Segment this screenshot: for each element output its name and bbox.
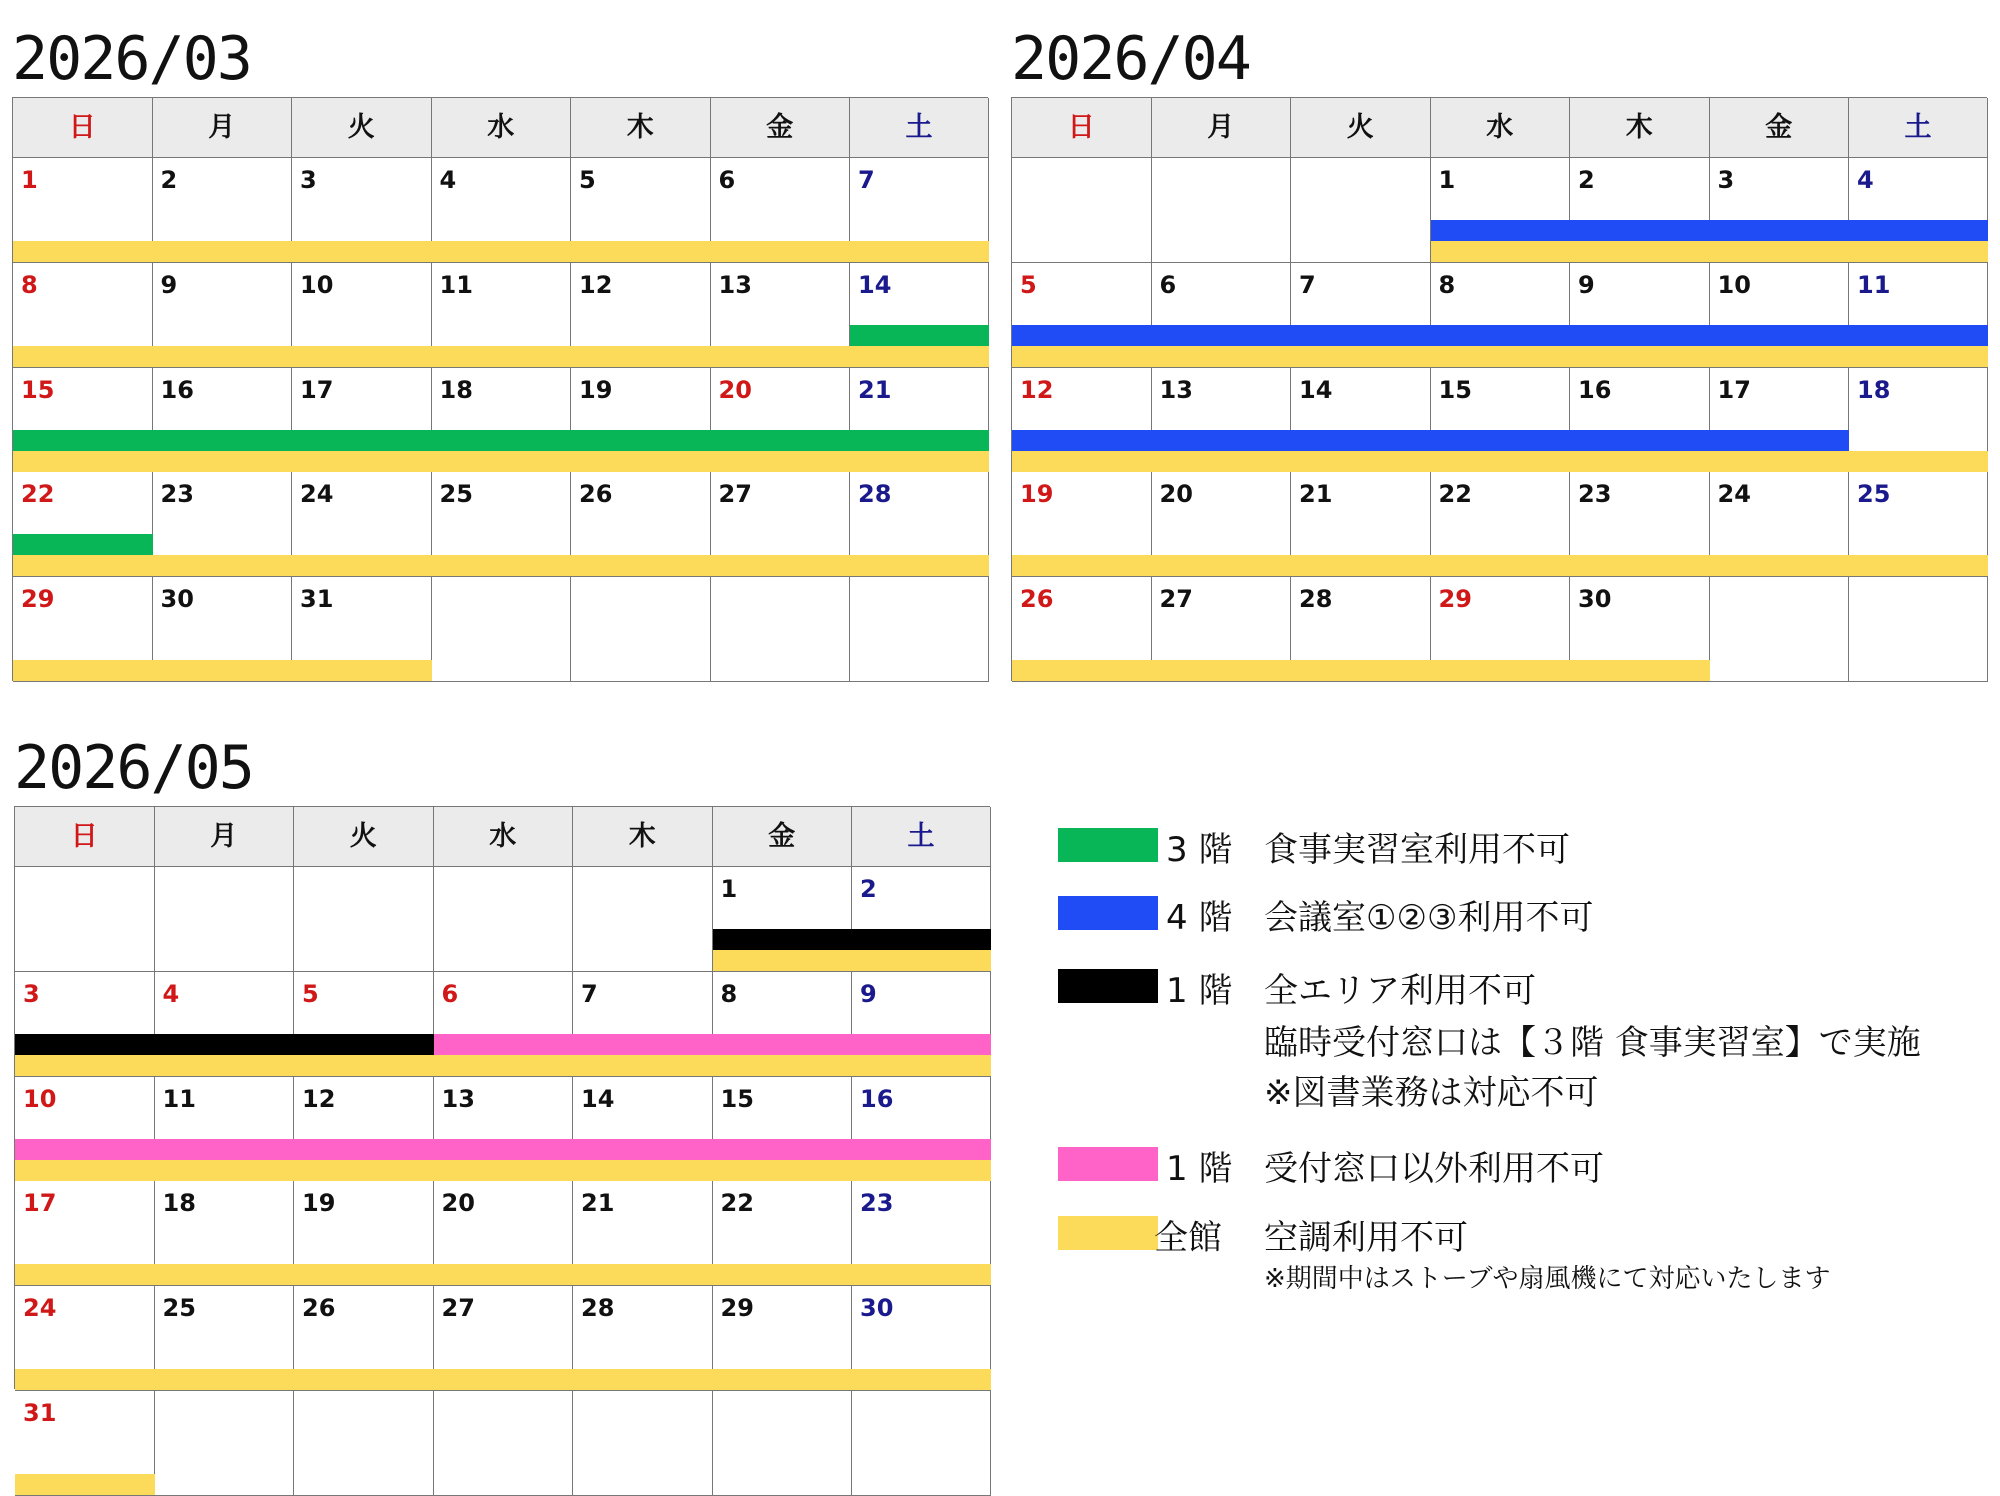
- day-number: 7: [858, 166, 875, 194]
- green-closure-bar: [13, 430, 989, 451]
- weekday-header: 水: [432, 98, 572, 158]
- day-cell: [852, 1391, 991, 1496]
- day-number: 25: [439, 480, 473, 509]
- day-number: 19: [1020, 480, 1054, 509]
- day-cell: [155, 867, 295, 972]
- day-number: 7: [1299, 270, 1316, 299]
- day-cell: [15, 867, 155, 972]
- pink-closure-bar: [15, 1139, 991, 1160]
- weekday-header: 月: [155, 807, 295, 867]
- day-cell: [571, 577, 711, 682]
- legend-floor: 1 階: [1166, 1149, 1233, 1189]
- day-number: 28: [581, 1294, 615, 1323]
- day-number: 9: [1578, 270, 1595, 299]
- day-number: 27: [718, 480, 752, 509]
- day-number: 24: [23, 1294, 57, 1323]
- legend-detail: ※図書業務は対応不可: [1264, 1073, 1599, 1113]
- day-number: 10: [300, 270, 334, 299]
- weekday-header: 土: [852, 807, 991, 867]
- day-cell: [711, 577, 851, 682]
- day-cell: [155, 1391, 295, 1496]
- blue-closure-bar: [1012, 430, 1849, 451]
- day-number: 2: [160, 166, 178, 194]
- weekday-header: 日: [15, 807, 155, 867]
- day-cell: [294, 1391, 434, 1496]
- day-number: 22: [21, 480, 55, 509]
- yellow-closure-bar: [1431, 241, 1989, 262]
- day-number: 27: [441, 1294, 475, 1323]
- blue-closure-bar: [1431, 220, 1989, 241]
- legend: [1058, 822, 1978, 1292]
- weekday-header: 金: [711, 98, 851, 158]
- day-cell: [1152, 158, 1292, 263]
- day-number: 19: [579, 375, 613, 404]
- day-number: 3: [23, 979, 40, 1008]
- day-number: 18: [162, 1189, 196, 1218]
- calendar-may: [14, 733, 990, 1427]
- yellow-closure-bar: [1012, 660, 1710, 681]
- day-number: 4: [439, 166, 457, 194]
- day-number: 1: [1438, 166, 1456, 194]
- day-number: 9: [160, 270, 178, 299]
- calendar-grid: [12, 97, 988, 681]
- weekday-header: 水: [434, 807, 574, 867]
- blue-closure-bar: [1012, 325, 1988, 346]
- day-number: 21: [858, 375, 892, 404]
- day-number: 21: [1299, 480, 1333, 509]
- legend-swatch: [1058, 896, 1158, 930]
- day-number: 7: [581, 979, 598, 1008]
- green-closure-bar: [13, 534, 153, 555]
- weekday-header: 月: [1152, 98, 1292, 158]
- weekday-header: 日: [13, 98, 153, 158]
- legend-floor: 全館: [1154, 1218, 1222, 1258]
- calendar-march: [12, 24, 988, 681]
- day-number: 26: [1020, 585, 1054, 614]
- day-number: 23: [860, 1189, 894, 1218]
- yellow-closure-bar: [15, 1160, 991, 1181]
- day-number: 25: [162, 1294, 196, 1323]
- day-cell: [432, 577, 572, 682]
- day-number: 8: [720, 979, 738, 1008]
- day-number: 16: [1578, 375, 1612, 404]
- calendar-title: 2026/05: [14, 733, 253, 803]
- legend-swatch: [1058, 828, 1158, 862]
- legend-text: 全エリア利用不可: [1264, 971, 1536, 1011]
- day-cell: [1710, 577, 1850, 682]
- day-number: 26: [302, 1294, 336, 1323]
- day-number: 27: [1159, 585, 1193, 614]
- weekday-header: 木: [571, 98, 711, 158]
- day-cell: [294, 867, 434, 972]
- calendar-grid: [1011, 97, 1987, 681]
- day-number: 14: [1299, 375, 1333, 404]
- day-cell: [434, 867, 574, 972]
- day-number: 1: [21, 166, 38, 194]
- day-cell: [850, 577, 989, 682]
- day-number: 22: [720, 1189, 754, 1218]
- day-number: 4: [162, 979, 180, 1008]
- day-number: 2: [860, 875, 877, 903]
- day-number: 15: [720, 1084, 754, 1113]
- legend-text: 食事実習室利用不可: [1264, 830, 1570, 870]
- day-number: 11: [439, 270, 473, 299]
- legend-detail: 臨時受付窓口は【３階 食事実習室】で実施: [1264, 1023, 1921, 1063]
- green-closure-bar: [850, 325, 989, 346]
- weekday-header: 金: [713, 807, 853, 867]
- day-number: 10: [23, 1084, 57, 1113]
- legend-text: 空調利用不可: [1264, 1218, 1468, 1258]
- calendar-april: [1011, 24, 1987, 681]
- day-number: 31: [23, 1399, 57, 1427]
- day-number: 12: [579, 270, 613, 299]
- day-number: 2: [1578, 166, 1595, 194]
- day-number: 20: [441, 1189, 475, 1218]
- day-number: 12: [302, 1084, 336, 1113]
- day-number: 8: [1438, 270, 1456, 299]
- day-number: 5: [302, 979, 319, 1008]
- day-number: 17: [23, 1189, 57, 1218]
- yellow-closure-bar: [15, 1055, 991, 1076]
- day-cell: [1012, 158, 1152, 263]
- day-number: 30: [160, 585, 194, 614]
- calendar-title: 2026/04: [1011, 24, 1250, 94]
- day-number: 23: [1578, 480, 1612, 509]
- day-number: 23: [160, 480, 194, 509]
- yellow-closure-bar: [1012, 451, 1988, 472]
- day-cell: [434, 1391, 574, 1496]
- day-cell: [573, 867, 713, 972]
- weekday-header: 土: [1849, 98, 1988, 158]
- yellow-closure-bar: [13, 660, 432, 681]
- weekday-header: 火: [292, 98, 432, 158]
- day-number: 12: [1020, 375, 1054, 404]
- yellow-closure-bar: [1012, 346, 1988, 367]
- pink-closure-bar: [434, 1034, 992, 1055]
- day-number: 14: [581, 1084, 615, 1113]
- day-number: 11: [1857, 270, 1891, 299]
- yellow-closure-bar: [15, 1264, 991, 1285]
- day-number: 18: [1857, 375, 1891, 404]
- day-number: 13: [441, 1084, 475, 1113]
- day-number: 31: [300, 585, 334, 614]
- day-number: 13: [718, 270, 752, 299]
- yellow-closure-bar: [15, 1369, 991, 1390]
- day-number: 24: [1717, 480, 1751, 509]
- black-closure-bar: [713, 929, 992, 950]
- day-number: 26: [579, 480, 613, 509]
- day-number: 9: [860, 979, 877, 1008]
- legend-floor: 3 階: [1166, 830, 1233, 870]
- day-number: 30: [1578, 585, 1612, 614]
- day-number: 13: [1159, 375, 1193, 404]
- day-number: 1: [720, 875, 738, 903]
- weekday-header: 土: [850, 98, 989, 158]
- day-number: 11: [162, 1084, 196, 1113]
- day-cell: [573, 1391, 713, 1496]
- yellow-closure-bar: [1012, 555, 1988, 576]
- weekday-header: 木: [573, 807, 713, 867]
- day-number: 17: [300, 375, 334, 404]
- day-number: 20: [1159, 480, 1193, 509]
- day-number: 19: [302, 1189, 336, 1218]
- day-number: 3: [1717, 166, 1735, 194]
- day-number: 28: [858, 480, 892, 509]
- day-number: 21: [581, 1189, 615, 1218]
- day-cell: [1849, 577, 1988, 682]
- day-number: 28: [1299, 585, 1333, 614]
- day-number: 5: [579, 166, 596, 194]
- day-number: 20: [718, 375, 752, 404]
- day-number: 6: [1159, 270, 1177, 299]
- weekday-header: 金: [1710, 98, 1850, 158]
- legend-floor: 4 階: [1166, 898, 1233, 938]
- day-number: 14: [858, 270, 892, 299]
- day-number: 29: [720, 1294, 754, 1323]
- day-number: 18: [439, 375, 473, 404]
- legend-text: 会議室①②③利用不可: [1264, 898, 1594, 938]
- day-number: 17: [1717, 375, 1751, 404]
- day-number: 4: [1857, 166, 1874, 194]
- day-number: 16: [860, 1084, 894, 1113]
- black-closure-bar: [15, 1034, 434, 1055]
- legend-note: ※期間中はストーブや扇風機にて対応いたします: [1264, 1264, 1831, 1294]
- calendar-title: 2026/03: [12, 24, 251, 94]
- day-number: 8: [21, 270, 38, 299]
- weekday-header: 火: [294, 807, 434, 867]
- day-cell: [713, 1391, 853, 1496]
- legend-floor: 1 階: [1166, 971, 1233, 1011]
- weekday-header: 木: [1570, 98, 1710, 158]
- weekday-header: 火: [1291, 98, 1431, 158]
- day-number: 25: [1857, 480, 1891, 509]
- weekday-header: 月: [153, 98, 293, 158]
- day-number: 16: [160, 375, 194, 404]
- yellow-closure-bar: [13, 346, 989, 367]
- calendar-grid: [14, 806, 990, 1427]
- day-number: 15: [21, 375, 55, 404]
- yellow-closure-bar: [15, 1474, 155, 1495]
- day-number: 22: [1438, 480, 1472, 509]
- day-number: 6: [718, 166, 736, 194]
- day-number: 3: [300, 166, 317, 194]
- day-cell: [1291, 158, 1431, 263]
- yellow-closure-bar: [13, 555, 989, 576]
- yellow-closure-bar: [13, 451, 989, 472]
- day-number: 29: [21, 585, 55, 614]
- day-number: 29: [1438, 585, 1472, 614]
- day-number: 24: [300, 480, 334, 509]
- yellow-closure-bar: [13, 241, 989, 262]
- weekday-header: 日: [1012, 98, 1152, 158]
- legend-text: 受付窓口以外利用不可: [1264, 1149, 1604, 1189]
- legend-swatch: [1058, 969, 1158, 1003]
- legend-swatch: [1058, 1147, 1158, 1181]
- weekday-header: 水: [1431, 98, 1571, 158]
- day-number: 15: [1438, 375, 1472, 404]
- day-number: 6: [441, 979, 459, 1008]
- yellow-closure-bar: [713, 950, 992, 971]
- day-number: 10: [1717, 270, 1751, 299]
- day-number: 5: [1020, 270, 1037, 299]
- day-number: 30: [860, 1294, 894, 1323]
- legend-swatch: [1058, 1216, 1158, 1250]
